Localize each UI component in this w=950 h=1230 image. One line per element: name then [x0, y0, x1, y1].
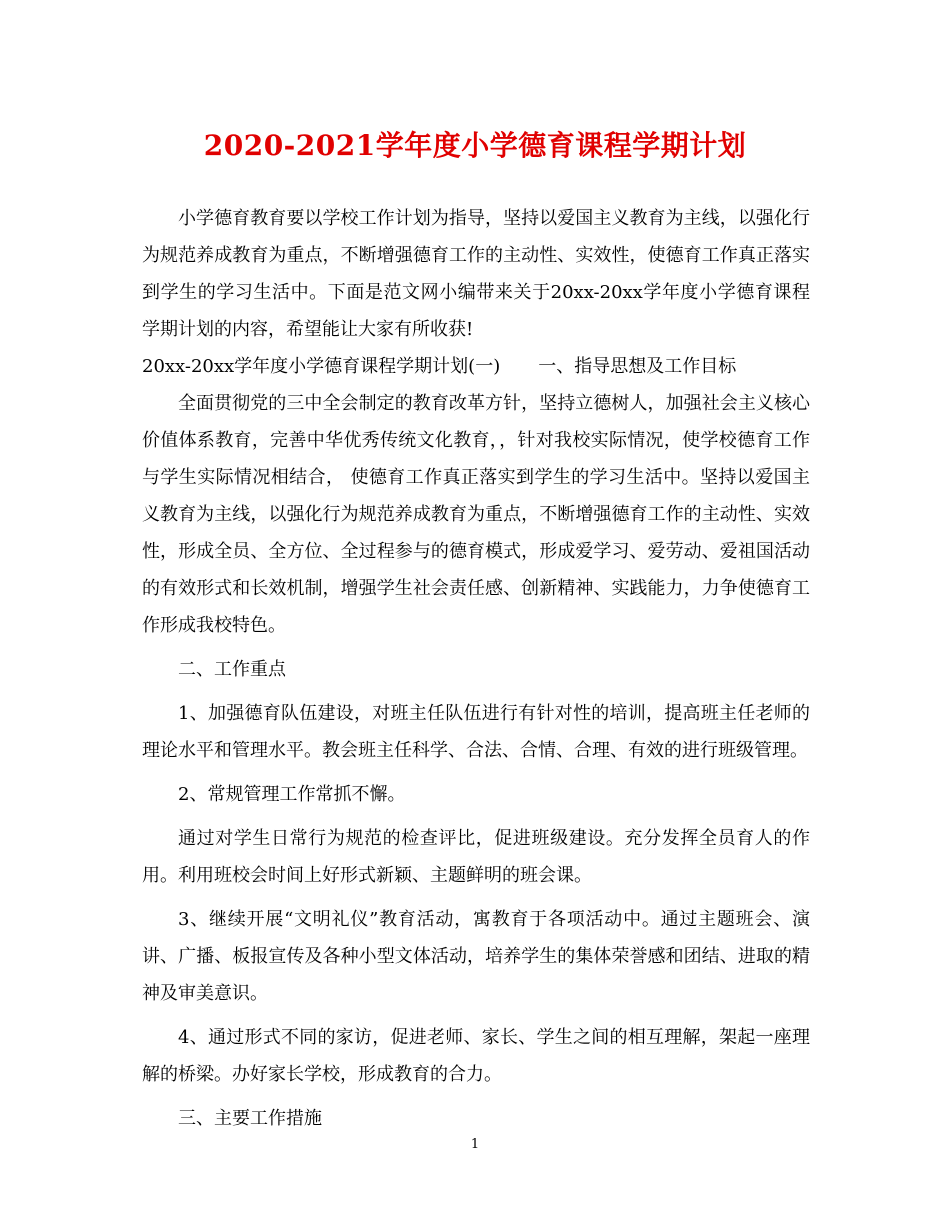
section3-heading: 三、主要工作措施 — [178, 1108, 322, 1129]
document-body — [142, 200, 810, 1137]
document-title: 2020-2021学年度小学德育课程学期计划 — [203, 129, 747, 162]
subheading-line — [142, 348, 810, 385]
page-number: 1 — [470, 1137, 480, 1152]
subheading: 20xx-20xx学年度小学德育课程学期计划(一) — [142, 356, 501, 377]
item3-paragraph: 3、继续开展“文明礼仪”教育活动，寓教育于各项活动中。通过主题班会、演讲、广播、板报宣传及各种小型文体活动，培养学生的集体荣誉感和团结、进取的精神及审美意识。 — [142, 909, 810, 1004]
item1-paragraph: 1、加强德育队伍建设，对班主任队伍进行有针对性的培训，提高班主任老师的理论水平和管理水平。教会班主任科学、合法、合情、合理、有效的进行班级管理。 — [142, 703, 810, 761]
item2-detail-paragraph: 通过对学生日常行为规范的检查评比，促进班级建设。充分发挥全员育人的作用。利用班校会时间上好形式新颖、主题鲜明的班会课。 — [142, 828, 810, 886]
section1-paragraph: 全面贯彻党的三中全会制定的教育改革方针，坚持立德树人，加强社会主义核心价值体系教育，完善中华优秀传统文化教育，，针对我校实际情况，使学校德育工作与学生实际情况相结合， 使德育工作真正落实到学生的学习生活中。坚持以爱国主义教育为主线，以强化行为规范养成教育为重点，不断增强德育工作的主动性、实效性，形成全员、全方位、全过程参与的德育模式，形成爱学习、爱劳动、爱祖国活动的有效形式和长效机制，增强学生社会责任感、创新精神、实践能力，力争使德育工作形成我校特色。 — [142, 393, 810, 636]
section2-heading: 二、工作重点 — [178, 659, 286, 680]
item4-paragraph: 4、通过形式不同的家访，促进老师、家长、学生之间的相互理解，架起一座理解的桥梁。办好家长学校，形成教育的合力。 — [142, 1027, 810, 1085]
intro-paragraph: 小学德育教育要以学校工作计划为指导，坚持以爱国主义教育为主线，以强化行为规范养成教育为重点，不断增强德育工作的主动性、实效性，使德育工作真正落实到学生的学习生活中。下面是范文网小编带来关于20xx-20xx学年度小学德育课程学期计划的内容，希望能让大家有所收获! — [142, 208, 810, 340]
section1-heading: 一、指导思想及工作目标 — [538, 356, 737, 377]
item2-paragraph: 2、常规管理工作常抓不懈。 — [178, 784, 406, 805]
